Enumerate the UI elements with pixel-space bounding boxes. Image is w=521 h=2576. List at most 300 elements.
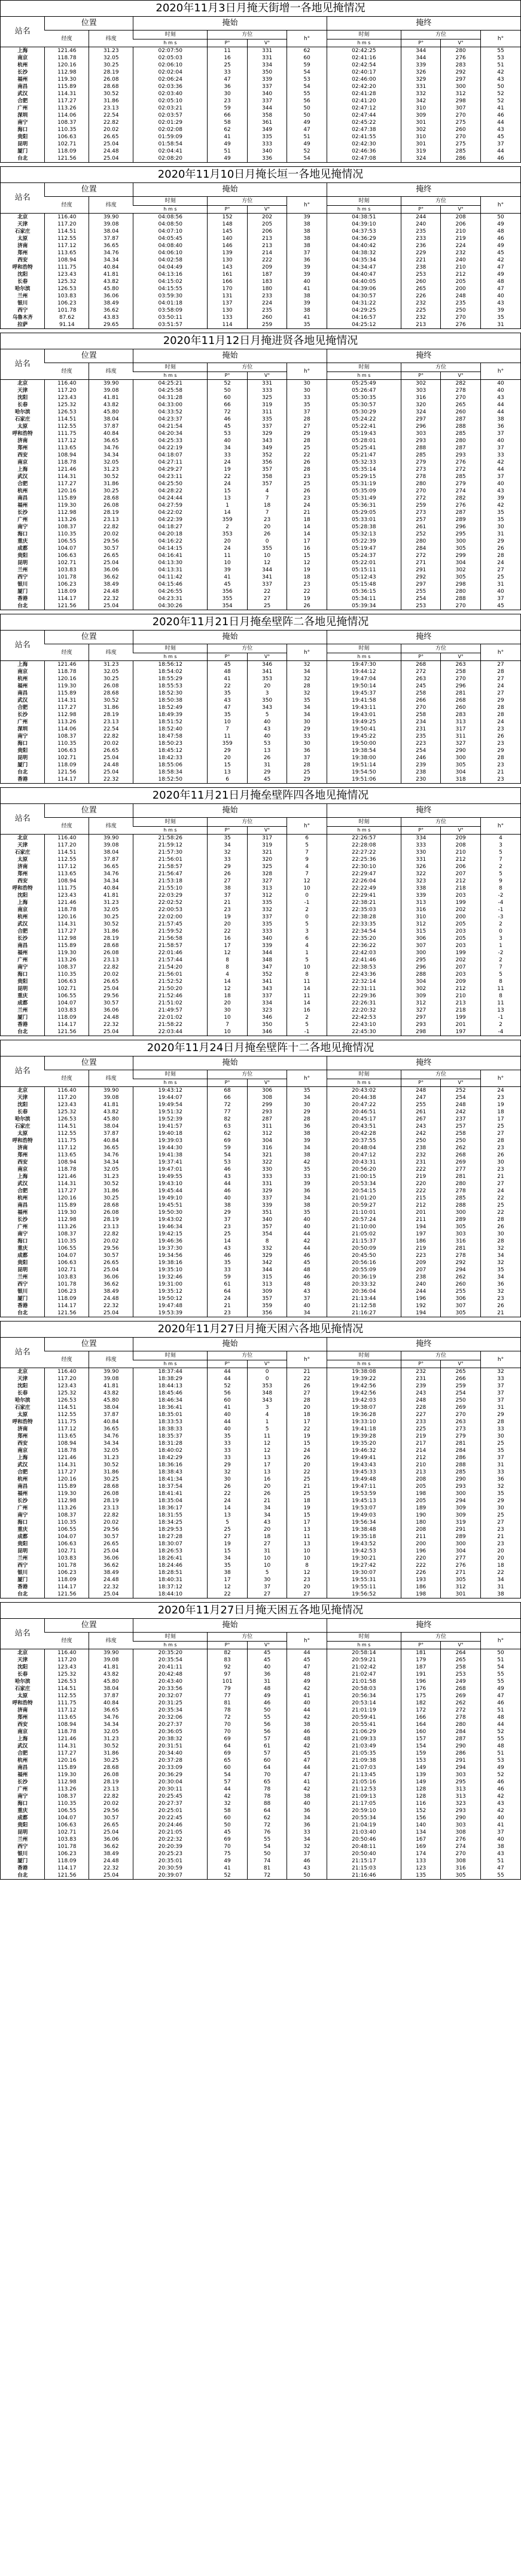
table-cell: 26 [287, 1454, 327, 1461]
table-cell: 108.37 [45, 523, 89, 531]
table-cell: 38.04 [89, 416, 133, 423]
table-cell: 266 [401, 697, 441, 704]
table-cell: 123 [401, 1865, 441, 1872]
table-cell: 13 [480, 1007, 520, 1014]
ingress-pa-header: 方位 [208, 818, 287, 827]
table-cell: 214 [401, 1447, 441, 1454]
table-cell: 17 [208, 1576, 248, 1584]
table-cell: 21:00:15 [327, 1173, 401, 1180]
table-cell: 22:35:20 [327, 935, 401, 942]
table-cell: 38 [287, 242, 327, 249]
table-cell: 1 [287, 949, 327, 957]
table-cell: 18:40:31 [133, 1576, 208, 1584]
table-cell: 36 [287, 1187, 327, 1195]
table-cell: 118.78 [45, 906, 89, 914]
table-cell: 50 [287, 1872, 327, 1879]
table-title: 2020年11月3日月掩天街增一各地见掩情况 [1, 1, 520, 17]
egress-alt-header: h° [480, 644, 520, 661]
station-name: 香港 [17, 1022, 28, 1028]
table-cell: 38 [208, 1569, 248, 1576]
table-row [1, 62, 520, 69]
table-cell: 299 [247, 1101, 287, 1109]
table-cell: 4 [247, 1411, 287, 1418]
station-name: 哈尔滨 [14, 1116, 31, 1122]
table-cell: 42 [208, 1793, 248, 1800]
table-cell: 126.53 [45, 1397, 89, 1404]
table-cell: 19 [480, 1101, 520, 1109]
table-cell: 20.02 [89, 1800, 133, 1807]
egress-time-header: 时刻 [327, 1351, 401, 1360]
table-cell: 111.75 [45, 1700, 89, 1707]
table-cell: 20:43:31 [327, 1159, 401, 1166]
table-cell: 113.26 [45, 957, 89, 964]
station-name: 哈尔滨 [14, 1397, 31, 1403]
table-cell: 30.52 [89, 921, 133, 928]
table-cell: 159 [401, 1750, 441, 1757]
table-cell: 20:35:01 [133, 1858, 208, 1865]
table-cell: 15 [208, 762, 248, 769]
table-cell: 281 [441, 690, 481, 697]
table-cell: 23 [208, 98, 248, 105]
table-cell: 123.43 [45, 892, 89, 899]
station-name: 上海 [17, 1736, 28, 1742]
table-cell: 115.89 [45, 1483, 89, 1490]
table-cell: 335 [247, 921, 287, 928]
table-row [1, 1180, 520, 1187]
table-cell: 20:43:40 [133, 1678, 208, 1685]
table-cell: 25 [480, 1123, 520, 1130]
table-cell: 31.86 [89, 1187, 133, 1195]
table-cell: 270 [441, 675, 481, 683]
station-name: 上海 [17, 900, 28, 906]
header-egress: 掩终 [327, 804, 520, 818]
table-cell: 22 [287, 452, 327, 459]
table-cell: 45 [480, 249, 520, 257]
table-cell: 331 [247, 54, 287, 62]
table-cell: 44 [480, 466, 520, 473]
table-cell: 119.30 [45, 1490, 89, 1497]
table-cell: 18 [287, 1411, 327, 1418]
table-row [1, 271, 520, 278]
table-cell: 38 [287, 1130, 327, 1137]
table-cell: 288 [441, 595, 481, 602]
table-cell: 33 [208, 1454, 248, 1461]
table-cell: 242 [401, 1130, 441, 1137]
table-cell: 321 [247, 1152, 287, 1159]
table-cell: 28 [480, 1137, 520, 1144]
table-cell: 2 [480, 863, 520, 870]
station-name: 合肥 [17, 98, 28, 104]
table-row [1, 1843, 520, 1850]
table-cell: 21:07:03 [327, 1764, 401, 1771]
table-cell: 323 [401, 878, 441, 885]
station-name: 长春 [17, 1109, 28, 1115]
table-cell: 26.08 [89, 949, 133, 957]
table-cell: 355 [208, 595, 248, 602]
table-cell: 05:24:37 [327, 552, 401, 559]
table-cell: 285 [441, 148, 481, 155]
table-cell: 22.32 [89, 595, 133, 602]
table-cell: 20:43:51 [327, 1123, 401, 1130]
station-name: 成都 [17, 546, 28, 552]
table-cell: 04:14:15 [133, 545, 208, 552]
table-cell: 117.12 [45, 1426, 89, 1433]
table-cell: 337 [247, 423, 287, 430]
station-name: 厦门 [17, 589, 28, 595]
table-cell: 42 [287, 1743, 327, 1750]
table-cell: 21:09:13 [327, 1793, 401, 1800]
egress-hms-header: h m s [327, 653, 401, 661]
station-name: 成都 [17, 1000, 28, 1006]
table-cell: 262 [441, 1144, 481, 1152]
table-cell: 302 [441, 567, 481, 574]
table-cell: 38.49 [89, 581, 133, 588]
table-cell: 39.08 [89, 1375, 133, 1383]
station-name: 台北 [17, 769, 28, 775]
table-cell: 33 [208, 1447, 248, 1454]
table-cell: 30.52 [89, 473, 133, 480]
table-cell: 106.23 [45, 1850, 89, 1858]
table-cell: 27 [287, 423, 327, 430]
table-cell: 356 [208, 588, 248, 595]
station-name: 哈尔滨 [14, 1679, 31, 1685]
table-cell: 319 [247, 842, 287, 849]
table-cell: 3 [480, 842, 520, 849]
table-cell: 28.68 [89, 83, 133, 90]
table-cell: 19:36:28 [327, 1411, 401, 1418]
table-cell: 309 [247, 1288, 287, 1295]
ingress-pa-header: 方位 [208, 1070, 287, 1079]
table-cell: 140 [208, 235, 248, 242]
table-cell: 38 [480, 1591, 520, 1598]
table-cell: 214 [247, 249, 287, 257]
table-cell: 04:05:45 [133, 235, 208, 242]
table-cell: 32.05 [89, 1166, 133, 1173]
table-cell: 36.06 [89, 567, 133, 574]
table-cell: 329 [401, 76, 441, 83]
ingress-v-header: V° [247, 653, 287, 661]
table-cell: 297 [401, 416, 441, 423]
table-cell: 271 [441, 1569, 481, 1576]
table-row [1, 754, 520, 762]
table-cell: 245 [401, 683, 441, 690]
table-cell: 119.30 [45, 683, 89, 690]
table-cell: 19:45:44 [133, 1187, 208, 1195]
station-name: 海口 [17, 1238, 28, 1244]
station-name: 福州 [17, 77, 28, 83]
table-cell: 114.17 [45, 776, 89, 783]
table-cell: 48 [287, 1671, 327, 1678]
table-cell: 40 [480, 1836, 520, 1843]
table-cell: 38 [287, 293, 327, 300]
table-cell: 29.56 [89, 1807, 133, 1814]
table-cell: 280 [441, 437, 481, 444]
table-cell: 10 [247, 1562, 287, 1569]
table-cell: 42 [287, 1685, 327, 1692]
table-cell: 25 [287, 1490, 327, 1497]
table-cell: 04:11:42 [133, 574, 208, 581]
table-cell: 117.27 [45, 704, 89, 711]
table-cell: 78 [247, 1786, 287, 1793]
station-name: 郑州 [17, 1433, 28, 1439]
table-cell: 49 [480, 242, 520, 249]
occultation-table [1, 1056, 520, 1317]
table-cell: 28.68 [89, 942, 133, 949]
table-cell: 02:42:25 [327, 47, 401, 55]
station-name: 厦门 [17, 148, 28, 154]
table-cell: 40 [247, 1664, 287, 1671]
table-cell: 23 [480, 1144, 520, 1152]
table-cell: 20:30:04 [133, 1779, 208, 1786]
table-cell: 272 [401, 668, 441, 675]
table-cell: 47 [208, 704, 248, 711]
table-cell: 34 [287, 668, 327, 675]
table-cell: 198 [401, 1490, 441, 1497]
table-cell: 34 [480, 1252, 520, 1259]
station-name: 郑州 [17, 250, 28, 256]
table-cell: 28.19 [89, 509, 133, 516]
table-cell: 149 [401, 1779, 441, 1786]
table-cell: 32.05 [89, 54, 133, 62]
table-cell: 143 [208, 264, 248, 271]
table-cell: 326 [401, 863, 441, 870]
table-cell: 38.04 [89, 228, 133, 235]
table-cell: 336 [247, 155, 287, 162]
table-cell: 33 [480, 1375, 520, 1383]
table-cell: 55 [287, 90, 327, 98]
table-cell: 287 [441, 509, 481, 516]
table-cell: 02:42:20 [327, 83, 401, 90]
table-cell: 337 [247, 98, 287, 105]
table-cell: 28 [287, 416, 327, 423]
table-cell: 114.51 [45, 1123, 89, 1130]
table-cell: 04:28:22 [133, 488, 208, 495]
table-row [1, 1800, 520, 1807]
table-cell: 153 [401, 1757, 441, 1764]
table-cell: 04:30:26 [133, 602, 208, 610]
table-cell: 4 [287, 942, 327, 949]
table-cell: 319 [441, 1519, 481, 1526]
station-name: 兰州 [17, 1274, 28, 1280]
table-cell: 34.34 [89, 1159, 133, 1166]
table-cell: 154 [401, 1743, 441, 1750]
table-cell: 15 [208, 1548, 248, 1555]
table-cell: 23.13 [89, 957, 133, 964]
station-name: 北京 [17, 380, 28, 386]
table-cell: 18:47:58 [133, 733, 208, 740]
table-cell: 6 [287, 835, 327, 842]
egress-time-header: 时刻 [327, 31, 401, 39]
table-cell: 40 [480, 588, 520, 595]
table-cell: 22:26:57 [327, 835, 401, 842]
table-cell: 31 [480, 581, 520, 588]
table-cell: 04:40:05 [327, 278, 401, 285]
occultation-table [1, 349, 520, 610]
table-cell: 23 [480, 1166, 520, 1173]
table-cell: 268 [401, 661, 441, 669]
table-cell: 38.49 [89, 1850, 133, 1858]
table-cell: 26.08 [89, 1209, 133, 1216]
table-cell: 161 [208, 271, 248, 278]
table-cell: 91.14 [45, 321, 89, 328]
table-cell: 120.16 [45, 675, 89, 683]
table-cell: 21:51:02 [133, 1000, 208, 1007]
table-cell: 344 [401, 47, 441, 55]
table-cell: 39.90 [89, 214, 133, 221]
table-cell: 04:24:44 [133, 495, 208, 502]
table-cell: 5 [287, 957, 327, 964]
table-cell: 19:53:39 [133, 1310, 208, 1317]
table-cell: 287 [441, 416, 481, 423]
table-cell: 46 [287, 1252, 327, 1259]
table-cell: 04:35:34 [327, 257, 401, 264]
table-cell: -1 [480, 1014, 520, 1021]
table-cell: 270 [401, 488, 441, 495]
table-cell: 357 [247, 466, 287, 473]
table-cell: 166 [208, 278, 248, 285]
table-cell: 05:30:57 [327, 401, 401, 409]
table-cell: 276 [441, 321, 481, 328]
table-cell: 40.84 [89, 1700, 133, 1707]
header-egress: 掩终 [327, 1338, 520, 1351]
station-name: 银川 [17, 1570, 28, 1576]
table-cell: 41 [208, 1404, 248, 1411]
table-row [1, 430, 520, 437]
table-cell: 21:50:20 [133, 985, 208, 992]
table-cell: 19:30:07 [327, 1569, 401, 1576]
table-cell: 121.46 [45, 899, 89, 906]
station-name: 昆明 [17, 141, 28, 147]
table-cell: 26 [480, 1223, 520, 1231]
header-ingress: 掩始 [133, 1338, 327, 1351]
table-cell: 119.30 [45, 949, 89, 957]
table-cell: 276 [441, 459, 481, 466]
table-cell: 18 [287, 1497, 327, 1505]
table-cell: 20:32:06 [133, 1714, 208, 1721]
station-name: 西安 [17, 257, 28, 263]
table-cell: 13 [247, 1469, 287, 1476]
table-cell: 04:20:34 [133, 430, 208, 437]
table-row [1, 1476, 520, 1483]
table-cell: 333 [247, 141, 287, 148]
table-cell: 36.06 [89, 293, 133, 300]
table-cell: 26 [287, 1383, 327, 1390]
table-cell: 49 [287, 1678, 327, 1685]
table-cell: 38 [287, 228, 327, 235]
table-cell: 18:40:02 [133, 1447, 208, 1454]
table-row [1, 1375, 520, 1383]
table-cell: 21:54:20 [133, 964, 208, 971]
egress-hms-header: h m s [327, 206, 401, 214]
table-cell: 47 [480, 1692, 520, 1700]
table-cell: 25.04 [89, 754, 133, 762]
table-cell: 30.25 [89, 1195, 133, 1202]
table-cell: 114 [208, 321, 248, 328]
table-cell: 25.04 [89, 1829, 133, 1836]
egress-time-header: 时刻 [327, 818, 401, 827]
table-cell: 305 [441, 762, 481, 769]
table-cell: 339 [401, 62, 441, 69]
table-cell: 121.46 [45, 466, 89, 473]
table-cell: 205 [441, 278, 481, 285]
table-cell: 106.23 [45, 1569, 89, 1576]
table-cell: 187 [401, 1664, 441, 1671]
occultation-block [0, 1321, 521, 1598]
table-cell: 28.68 [89, 495, 133, 502]
table-cell: 301 [401, 141, 441, 148]
table-cell: 236 [401, 242, 441, 249]
table-cell: 22:25:36 [327, 856, 401, 863]
ingress-pa-header: 方位 [208, 1633, 287, 1642]
table-cell: 261 [401, 523, 441, 531]
table-cell: 18:38:29 [133, 1375, 208, 1383]
table-cell: 20:50:46 [327, 1836, 401, 1843]
table-cell: 341 [247, 978, 287, 985]
table-row [1, 1576, 520, 1584]
table-row [1, 235, 520, 242]
station-name: 济南 [17, 1426, 28, 1432]
table-row [1, 1836, 520, 1843]
table-cell: 344 [247, 567, 287, 574]
table-cell: 47 [287, 1664, 327, 1671]
station-name: 厦门 [17, 762, 28, 768]
table-cell: 34.76 [89, 444, 133, 452]
table-cell: 210 [441, 228, 481, 235]
station-name: 武汉 [17, 1462, 28, 1468]
table-cell: 218 [441, 1007, 481, 1014]
table-cell: 2 [480, 921, 520, 928]
table-cell: 352 [247, 971, 287, 978]
table-cell: 31.23 [89, 1735, 133, 1743]
table-row [1, 957, 520, 964]
station-name: 银川 [17, 300, 28, 306]
table-cell: 317 [441, 726, 481, 733]
table-cell: 311 [247, 1123, 287, 1130]
table-cell: 303 [441, 1231, 481, 1238]
table-cell: 04:23:11 [133, 473, 208, 480]
table-cell: 117.27 [45, 928, 89, 935]
table-cell: 21:58:22 [133, 1021, 208, 1028]
table-cell: 66 [208, 1094, 248, 1101]
table-cell: 10 [208, 1014, 248, 1021]
table-cell: 22 [287, 1469, 327, 1476]
table-cell: 18:34:25 [133, 1519, 208, 1526]
table-cell: 20:20:39 [133, 1843, 208, 1850]
table-cell: 27 [480, 661, 520, 669]
table-cell: 03:51:57 [133, 321, 208, 328]
table-cell: 44 [208, 1375, 248, 1383]
table-row [1, 849, 520, 856]
table-cell: 7 [480, 856, 520, 863]
table-cell: 181 [401, 1649, 441, 1657]
table-cell: 40 [480, 387, 520, 394]
table-cell: 19 [287, 1505, 327, 1512]
table-cell: 23 [480, 740, 520, 747]
table-cell: 117.20 [45, 387, 89, 394]
table-cell: 291 [401, 567, 441, 574]
table-cell: 22:35:03 [327, 906, 401, 914]
table-cell: 106.63 [45, 552, 89, 559]
table-cell: 156 [401, 1814, 441, 1822]
table-cell: 55 [480, 47, 520, 55]
table-cell: 13 [247, 747, 287, 754]
table-cell: 321 [247, 849, 287, 856]
ingress-time-header: 时刻 [133, 31, 208, 39]
table-cell: 19:42:15 [133, 1231, 208, 1238]
station-name: 南京 [17, 1448, 28, 1454]
table-cell: 20:32:07 [133, 1692, 208, 1700]
table-cell: 20 [247, 683, 287, 690]
